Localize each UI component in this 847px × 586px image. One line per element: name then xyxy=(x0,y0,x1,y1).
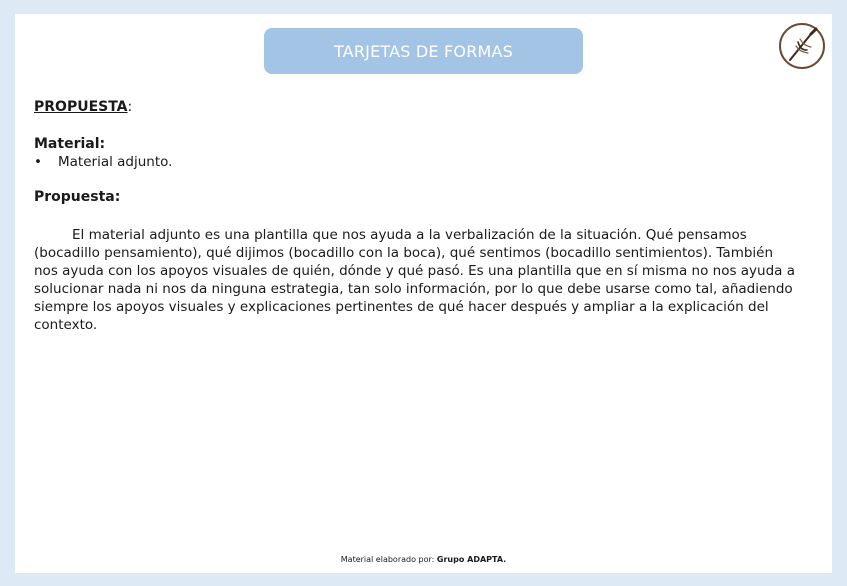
footer xyxy=(15,555,832,564)
proposal-heading-text: PROPUESTA xyxy=(34,99,128,115)
material-item-text: Material adjunto. xyxy=(58,154,173,170)
bullet-icon: • xyxy=(34,154,42,170)
proposal-paragraph: El material adjunto es una plantilla que nos ayuda a la verbalización de la situación. Qué pensamos (bocadillo pensamiento), qué dijimos (bocadillo con la boca), qué sentimos (bocadillo sentimientos). También nos ayuda con los apoyos visuales de quién, dónde y qué pasó. Es una plantilla que en sí misma no nos ayuda a solucionar nada ni nos da ninguna estrategia, tan solo información, por lo que debe usarse como tal, añadiendo siempre los apoyos visuales y explicaciones pertinentes de qué hacer después y ampliar a la explicación del contexto. xyxy=(34,227,795,333)
list-item xyxy=(34,153,799,171)
page-title: TARJETAS DE FORMAS xyxy=(264,28,583,74)
footer-prefix: Material elaborado por: xyxy=(340,555,437,564)
document-page xyxy=(15,14,832,573)
footer-author: Grupo ADAPTA. xyxy=(436,555,507,564)
proposal-heading xyxy=(34,98,799,116)
material-list xyxy=(34,153,799,171)
content xyxy=(34,98,799,334)
proposal-heading-colon: : xyxy=(127,99,133,115)
propuesta-title: Propuesta: xyxy=(34,189,121,205)
brush-logo-icon xyxy=(778,22,826,70)
material-title: Material: xyxy=(34,136,106,152)
